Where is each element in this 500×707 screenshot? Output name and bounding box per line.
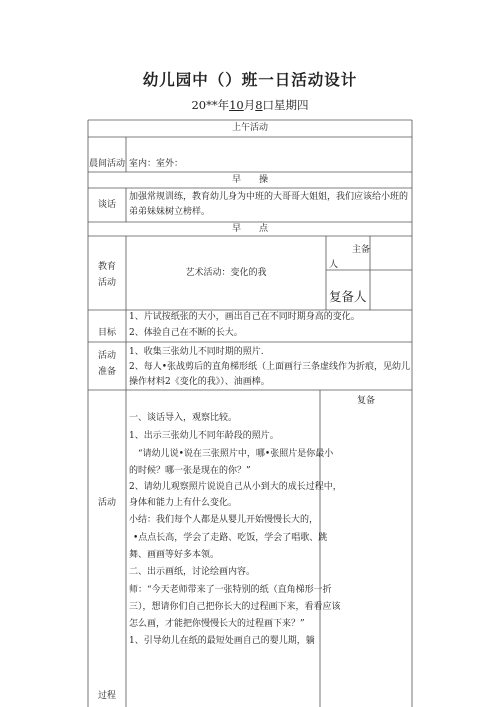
date-year: 20**	[191, 98, 218, 112]
morning-snack-header: 早 点	[231, 224, 268, 234]
process-line: 师：“今天老师带来了一张特别的纸（直角梯形一折	[129, 585, 332, 595]
education-content: 艺术活动：变化的我	[185, 268, 267, 278]
process-line: 二、出示画纸，讨论绘画内容。	[129, 567, 256, 577]
process-line: 的时候？哪一张是现在的你？”	[129, 466, 251, 476]
date-year-suffix: 年	[217, 98, 230, 112]
host-label-line-2: 人	[329, 260, 339, 270]
process-line: 身体和能力上有什么变化。	[129, 498, 238, 508]
process-line: •点点长高，学会了走路、吃饭，学会了唱歌、跳	[133, 533, 328, 543]
process-line: 1、引导幼儿在纸的最短处画自己的婴儿期，躺	[129, 636, 315, 646]
process-label-line-1: 活动	[97, 498, 116, 508]
talk-line-1: 加强常规训练，教育幼儿身为中班的大哥哥大姐姐，我们应该给小班的	[129, 192, 409, 202]
prep-line-2: 2、每人•张战剪后的直角梯形纸（上面画行三条虚线作为折痕，见幼儿	[129, 362, 411, 372]
process-line: 舞、画画等好多本领。	[129, 550, 220, 560]
process-line: 怎么画，才能把你慢慢长大的过程画下来？”	[129, 619, 305, 629]
date-month-suffix: 月	[243, 98, 256, 112]
date-day-suffix: 口星期四	[262, 98, 309, 112]
goals-label: 目标	[97, 328, 116, 338]
prep-label-line-2: 准备	[97, 367, 116, 377]
prep-line-1: 1、收集三张幼儿不同时期的照片.	[129, 347, 264, 357]
morning-activity-label: 晨间活动	[88, 159, 125, 169]
document-title: 幼儿园中（）班一日活动设计	[142, 71, 358, 89]
process-line: 一、谈话导入，观察比较。	[129, 413, 238, 423]
morning-exercise-header: 早 操	[231, 175, 268, 185]
process-line: 2、请幼儿观察照片说说自己从小到大的成长过程中，	[129, 482, 342, 492]
date-day: 8	[255, 98, 263, 112]
date-month: 10	[229, 98, 244, 112]
education-label-line-1: 教育	[97, 262, 116, 272]
host-label-line-1: 主备	[352, 245, 371, 255]
process-line: 1、出示三张幼儿不同年龄段的照片。	[129, 431, 279, 441]
talk-line-2: 弟弟妹妹树立榜样。	[129, 207, 211, 217]
talk-label: 谈话	[97, 200, 116, 210]
review-person-label: 复备人	[329, 289, 367, 304]
goals-line-1: 1、片试按纸张的大小，画出自己在不同时期身高的变化。	[129, 312, 360, 322]
prep-line-3: 操作材料2《变化的我》）、油画棒。	[129, 377, 270, 387]
morning-activity-value: 室内：室外：	[129, 159, 184, 169]
process-line: 小结：我们每个人都是从婴儿开始慢慢长大的，	[129, 515, 319, 525]
process-line: “请幼儿说•说在三张照片中，哪•张照片是你最小	[138, 449, 334, 459]
process-review-header: 复备	[356, 396, 375, 406]
goals-line-2: 2、体验自己在不断的长大。	[129, 328, 243, 338]
morning-activities-header: 上午活动	[231, 123, 268, 133]
process-label-line-2: 过程	[97, 691, 116, 701]
education-label-line-2: 活动	[97, 278, 116, 288]
prep-label-line-1: 活动	[97, 351, 116, 361]
process-line: 三），想请你们自己把你长大的过程画下来，看看应该	[129, 602, 341, 612]
